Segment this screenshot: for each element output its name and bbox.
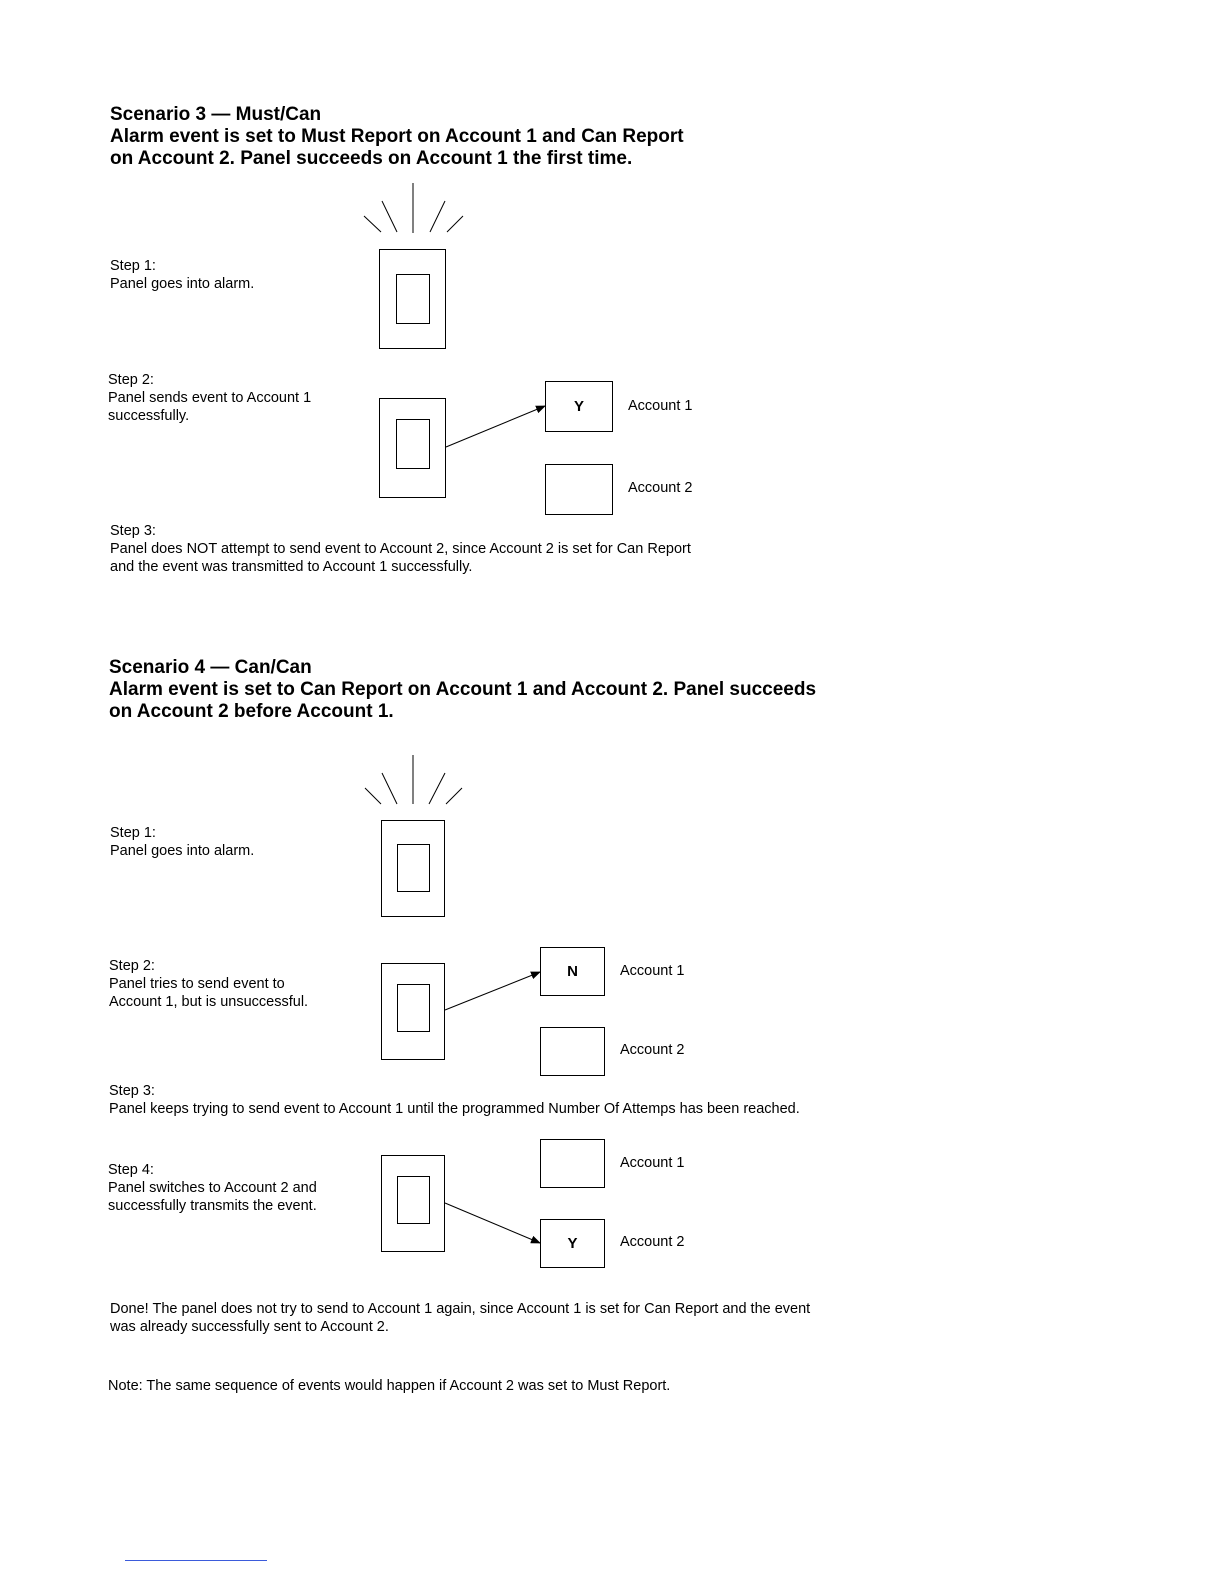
account2-box (540, 1027, 605, 1076)
step-label: Step 3: (109, 1083, 155, 1099)
scenario3-title: Scenario 3 — Must/Can (110, 104, 322, 125)
step-description-line1: Panel tries to send event to (109, 976, 285, 992)
alarm-rays-icon (365, 755, 462, 804)
panel-screen (397, 844, 430, 892)
step-description-line2: Account 1, but is unsuccessful. (109, 994, 309, 1010)
account1-label: Account 1 (620, 963, 685, 979)
alarm-rays-icon (364, 183, 463, 233)
step-description-line1: Panel sends event to Account 1 (108, 390, 312, 406)
scenario4-subtitle-line2: on Account 2 before Account 1. (109, 701, 394, 722)
done-line1: Done! The panel does not try to send to Account 1 again, since Account 1 is set for Can Report and the event (110, 1301, 811, 1317)
step-label: Step 2: (108, 372, 154, 388)
scenario4-step1-text (110, 824, 254, 860)
step-description-line2: successfully transmits the event. (108, 1198, 317, 1214)
scenario3-step1-text (110, 257, 254, 293)
alarm-panel-icon (381, 820, 445, 917)
step-description: Panel goes into alarm. (110, 843, 255, 859)
step-label: Step 4: (108, 1162, 154, 1178)
step-label: Step 2: (109, 958, 155, 974)
account2-label: Account 2 (620, 1042, 685, 1058)
arrow-icon (446, 406, 545, 447)
step-label: Step 3: (110, 523, 156, 539)
step-label: Step 1: (110, 825, 156, 841)
step-description-line1: Panel does NOT attempt to send event to Account 2, since Account 2 is set for Can Report (110, 541, 691, 557)
scenario4-title: Scenario 4 — Can/Can (109, 657, 312, 678)
arrow-icon (445, 972, 540, 1010)
step-description-line2: successfully. (108, 408, 190, 424)
step-description-line2: and the event was transmitted to Account 1 successfully. (110, 559, 473, 575)
scenario4-subtitle-line1: Alarm event is set to Can Report on Account 1 and Account 2. Panel succeeds (109, 679, 817, 700)
scenario3-subtitle-line2: on Account 2. Panel succeeds on Account 1 the first time. (110, 148, 633, 169)
scenario4-step4-text (108, 1161, 317, 1215)
panel-icon (381, 1155, 445, 1252)
arrow-icon (445, 1203, 540, 1243)
account2-label: Account 2 (628, 480, 693, 496)
panel-icon (381, 963, 445, 1060)
panel-screen (396, 274, 430, 324)
account2-label: Account 2 (620, 1234, 685, 1250)
account1-box: Y (545, 381, 613, 432)
scenario3-step2-text (108, 371, 311, 425)
account1-label: Account 1 (628, 398, 693, 414)
step-label: Step 1: (110, 258, 156, 274)
done-line2: was already successfully sent to Account 2. (110, 1319, 389, 1335)
panel-screen (397, 984, 430, 1032)
note-text: Note: The same sequence of events would happen if Account 2 was set to Must Report. (108, 1378, 671, 1394)
step-description-line1: Panel switches to Account 2 and (108, 1180, 317, 1196)
account1-box (540, 1139, 605, 1188)
account1-box: N (540, 947, 605, 996)
scenario4-step3-text (109, 1082, 800, 1118)
scenario3-subtitle-line1: Alarm event is set to Must Report on Account 1 and Can Report (110, 126, 684, 147)
account2-box (545, 464, 613, 515)
scenario4-heading (109, 657, 816, 723)
scenario3-step3-text (110, 522, 691, 576)
footer-rule (125, 1560, 267, 1561)
step-description: Panel keeps trying to send event to Account 1 until the programmed Number Of Attemps has been reached. (109, 1101, 800, 1117)
scenario3-heading (110, 104, 684, 170)
alarm-panel-icon (379, 249, 446, 349)
account2-box: Y (540, 1219, 605, 1268)
scenario4-step2-text (109, 957, 308, 1011)
account1-label: Account 1 (620, 1155, 685, 1171)
step-description: Panel goes into alarm. (110, 276, 255, 292)
panel-screen (397, 1176, 430, 1224)
done-text (110, 1300, 810, 1336)
panel-screen (396, 419, 430, 469)
panel-icon (379, 398, 446, 498)
